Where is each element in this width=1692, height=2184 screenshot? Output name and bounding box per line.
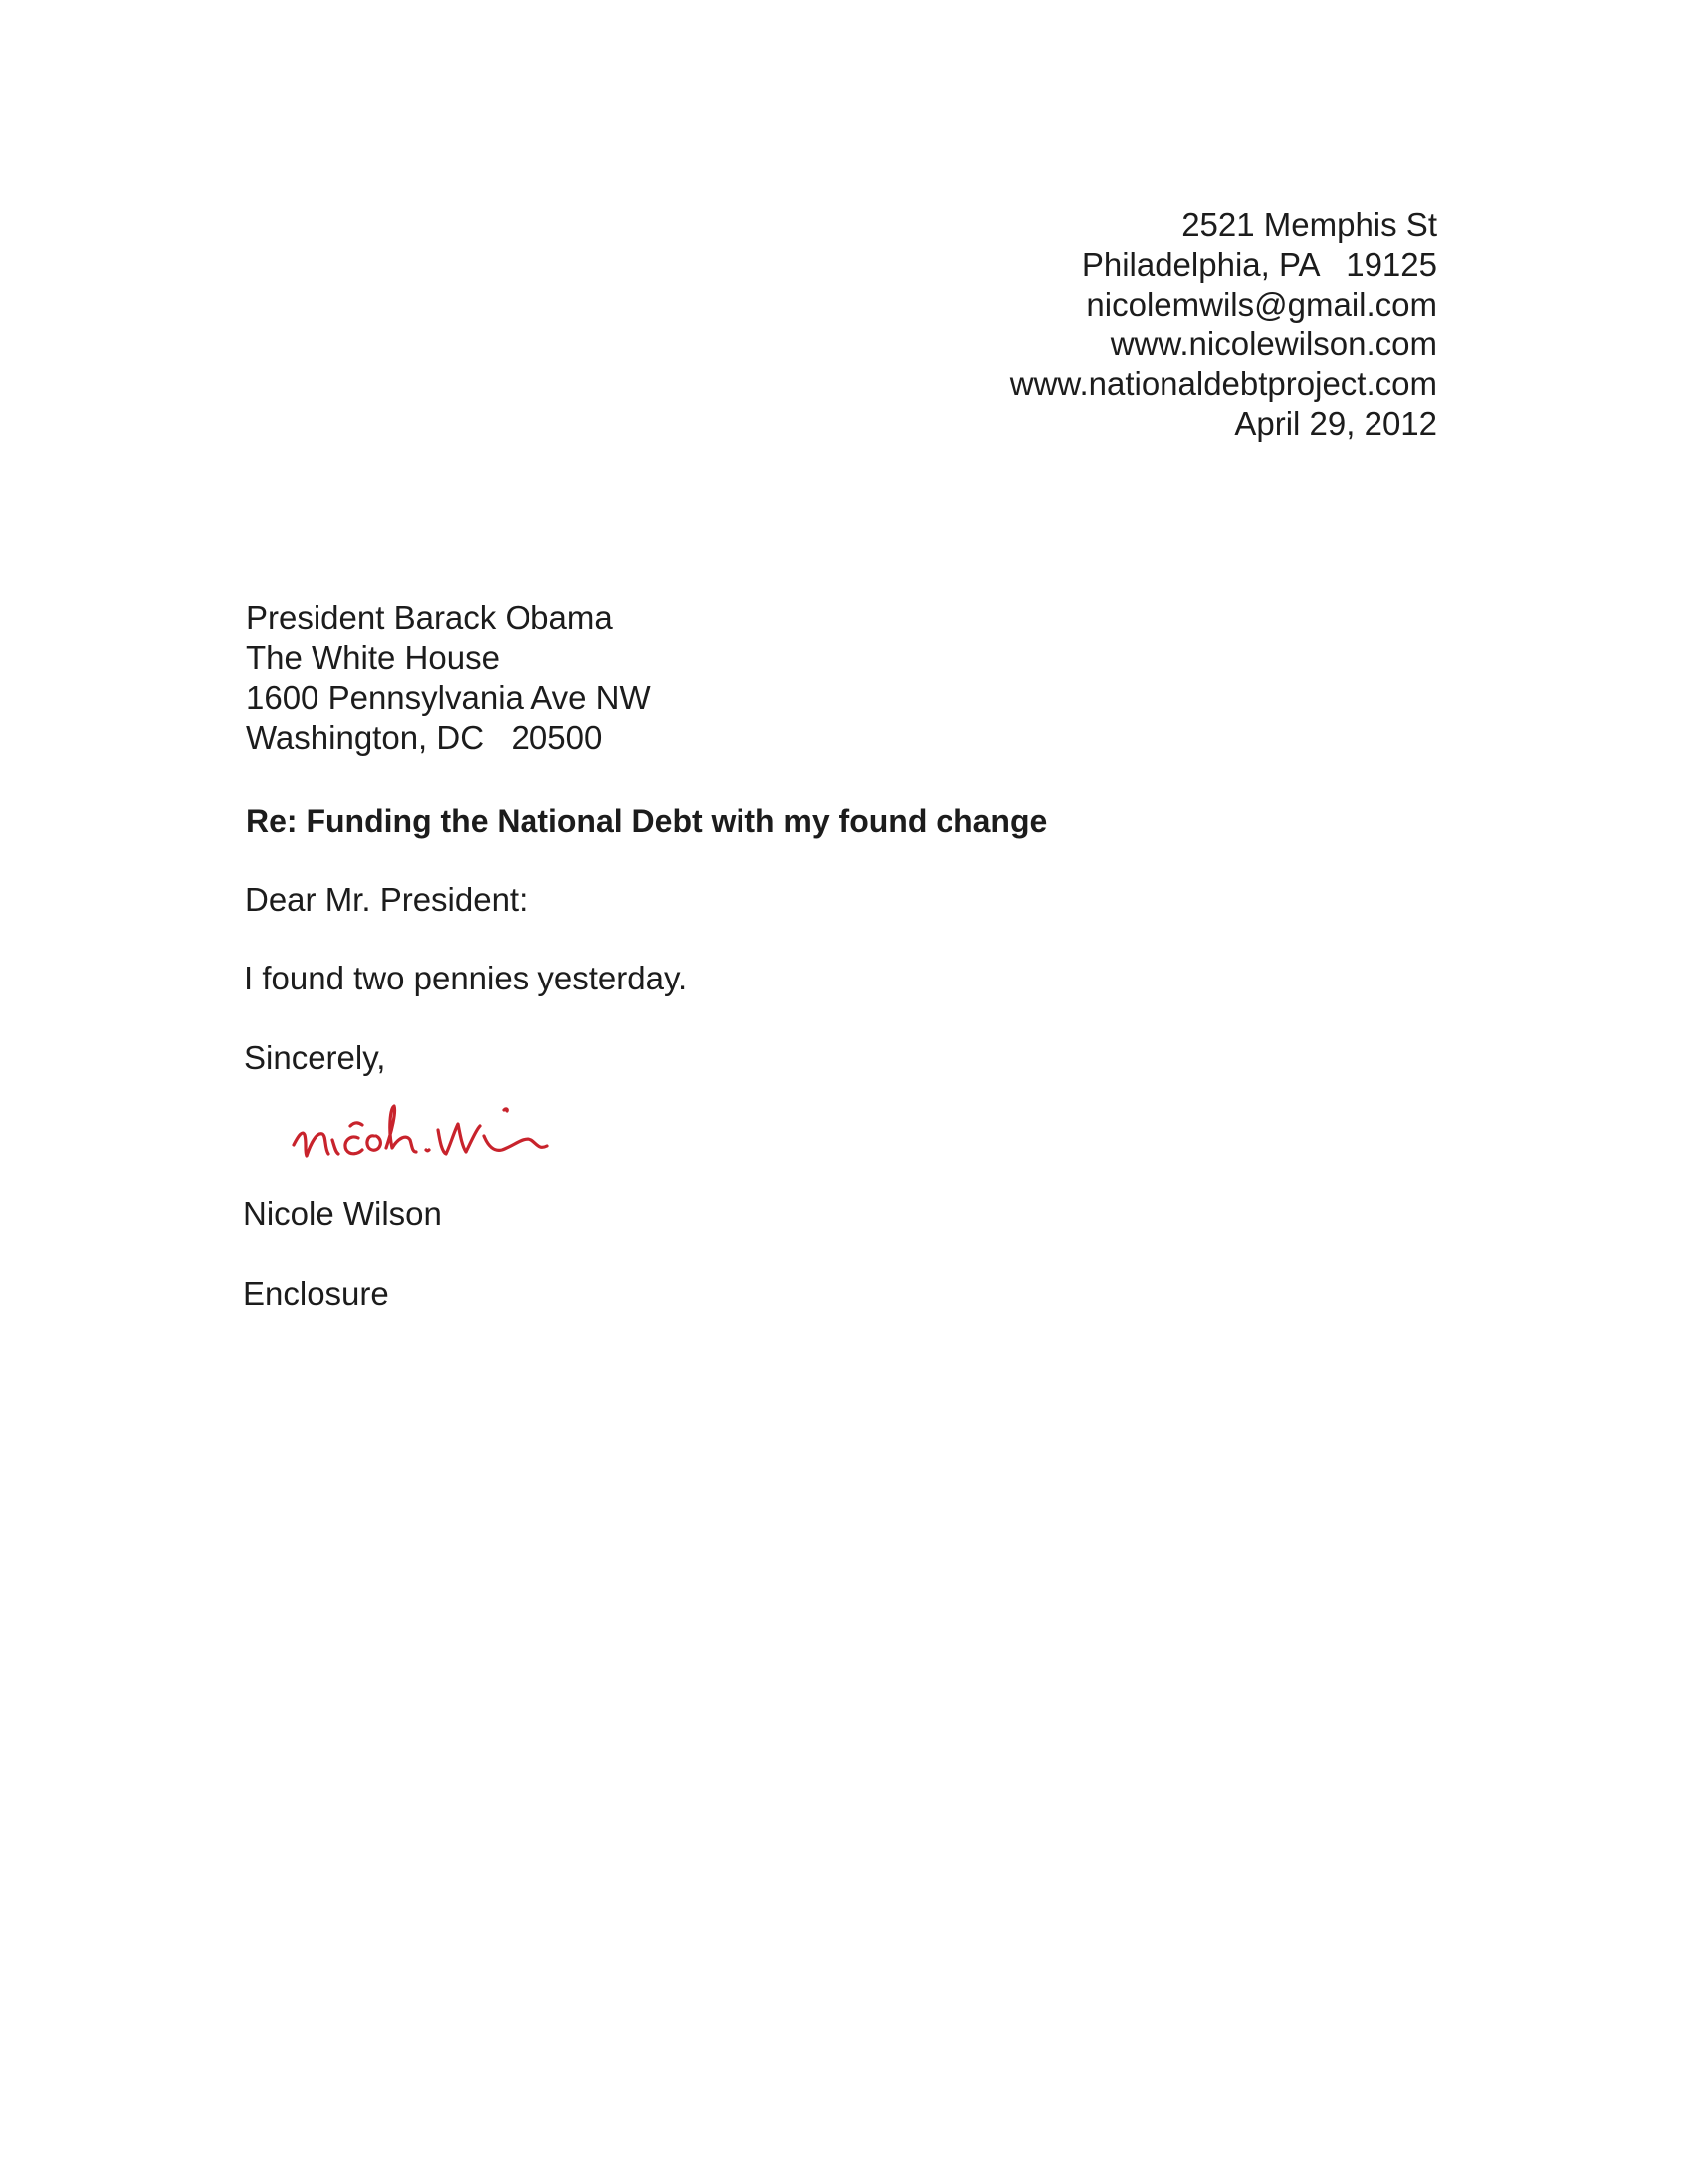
salutation: Dear Mr. President: [245, 881, 529, 918]
sender-website-project: www.nationaldebtproject.com [1009, 365, 1437, 402]
body-paragraph: I found two pennies yesterday. [244, 960, 688, 996]
closing: Sincerely, [244, 1039, 386, 1076]
recipient-address-block [246, 598, 651, 758]
enclosure-notation: Enclosure [243, 1275, 389, 1312]
recipient-city-state-zip: Washington, DC 20500 [246, 719, 603, 756]
recipient-organization: The White House [246, 639, 500, 676]
recipient-name: President Barack Obama [246, 599, 613, 636]
sender-email: nicolemwils@gmail.com [1086, 286, 1437, 323]
signer-name: Nicole Wilson [243, 1196, 442, 1232]
sender-website-personal: www.nicolewilson.com [1110, 326, 1437, 362]
recipient-street: 1600 Pennsylvania Ave NW [246, 679, 651, 716]
letter-date: April 29, 2012 [1234, 405, 1437, 442]
sender-street: 2521 Memphis St [1181, 206, 1437, 243]
sender-city-state-zip: Philadelphia, PA 19125 [1081, 246, 1437, 283]
subject-line: Re: Funding the National Debt with my found change [246, 803, 1048, 839]
handwritten-signature [289, 1090, 632, 1180]
sender-address-block [1010, 205, 1437, 444]
